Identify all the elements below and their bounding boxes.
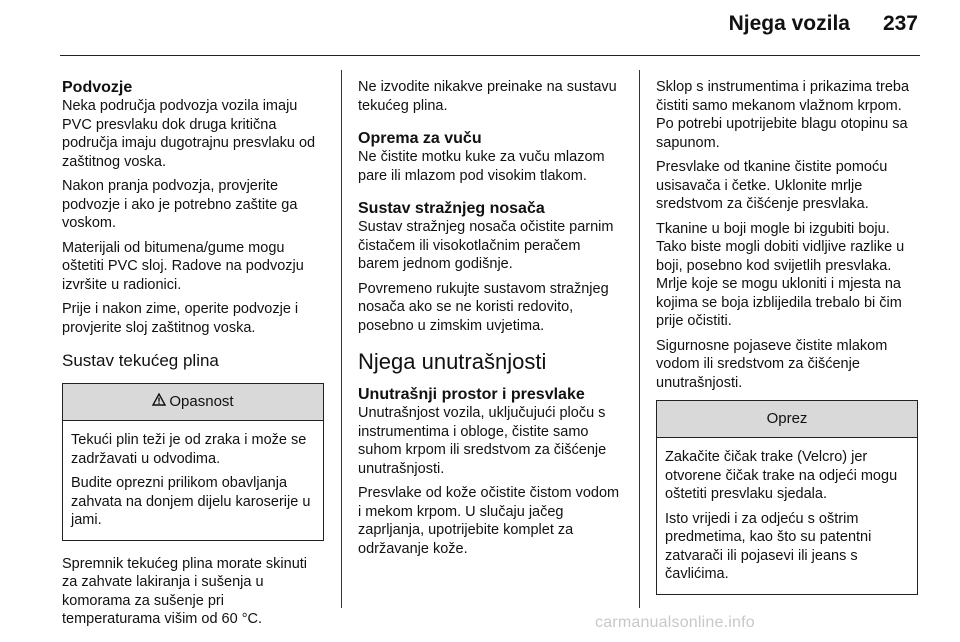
paragraph: Sklop s instrumentima i prikazima treba čistiti samo mekanom vlažnom krpom. Po potrebi upotrijebite blagu otopinu sa sapunom. — [656, 79, 910, 151]
heading-unutrasnji-prostor: Unutrašnji prostor i presvlake — [358, 386, 585, 403]
caution-box-header: Oprez — [657, 401, 917, 438]
paragraph: Presvlake od kože očistite čistom vodom i mekom krpom. U slučaju jačeg zaprljanja, upotrijebite komplet za održavanje kože. — [358, 485, 620, 557]
paragraph: Zakačite čičak trake (Velcro) jer otvorene čičak trake na odjeći mogu oštetiti presvlaku sjedala. — [665, 449, 898, 502]
paragraph: Budite oprezni prilikom obavljanja zahvata na donjem dijelu karoserije u jami. — [71, 475, 311, 528]
header-rule — [60, 55, 920, 56]
heading-podvozje: Podvozje — [62, 79, 133, 96]
danger-box-header — [63, 384, 323, 421]
paragraph: Ne izvodite nikakve preinake na sustavu tekućeg plina. — [358, 79, 617, 114]
heading-sustav-plina: Sustav tekućeg plina — [62, 351, 219, 370]
column-2 — [358, 78, 620, 564]
danger-box-body — [63, 421, 323, 540]
page-number: 237 — [882, 12, 918, 35]
heading-njega-unutrasnjosti: Njega unutrašnjosti — [358, 349, 547, 374]
danger-box — [62, 383, 324, 541]
column-1 — [62, 78, 324, 635]
paragraph: Isto vrijedi i za odjeću s oštrim predmetima, kao što su patentni zatvarači ili pojasevi ili jeans s čavlićima. — [665, 510, 872, 582]
paragraph: Spremnik tekućeg plina morate skinuti za zahvate lakiranja i sušenja u komorama za sušenje pri temperaturama višim od 60 °C. — [62, 555, 308, 627]
paragraph: Prije i nakon zime, operite podvozje i provjerite sloj zaštitnog voska. — [62, 301, 299, 336]
paragraph: Sigurnosne pojaseve čistite mlakom vodom ili sredstvom za čišćenje unutrašnjosti. — [656, 337, 888, 391]
column-divider — [639, 70, 640, 608]
watermark: carmanualsonline.info — [595, 614, 755, 631]
page-header-title: Njega vozila — [728, 12, 850, 35]
paragraph: Presvlake od tkanine čistite pomoću usisavača i četke. Uklonite mrlje sredstvom za čišćenje presvlaka. — [656, 159, 888, 212]
column-3 — [656, 78, 918, 609]
paragraph: Tkanine u boji mogle bi izgubiti boju. Tako biste mogli dobiti vidljive razlike u boji, posebno kod svijetlih presvlaka. Mrlje koje se mogu ukloniti i mjesta na kojima se boja izblijedila trebalo bi čim prije očistiti. — [656, 220, 905, 329]
paragraph: Tekući plin teži je od zraka i može se zadržavati u odvodima. — [71, 432, 307, 467]
paragraph: Povremeno rukujte sustavom stražnjeg nosača ako se ne koristi redovito, posebno u zimskim uvjetima. — [358, 280, 609, 334]
paragraph: Neka područja podvozja vozila imaju PVC presvlaku dok druga kritična područja imaju dugotrajnu presvlaku od zaštitnog voska. — [62, 98, 316, 170]
caution-box-body — [657, 438, 917, 594]
heading-oprema-vuca: Oprema za vuču — [358, 130, 482, 147]
paragraph: Materijali od bitumena/gume mogu oštetiti PVC sloj. Radove na podvozju izvršite u radionici. — [62, 239, 304, 293]
paragraph: Unutrašnjost vozila, uključujući ploču s instrumentima i obloge, čistite samo suhom krpom ili sredstvom za čišćenje unutrašnjosti. — [358, 405, 607, 477]
danger-box-title: Opasnost — [169, 393, 234, 410]
paragraph: Nakon pranja podvozja, provjerite podvozje i ako je potrebno zaštite ga voskom. — [62, 178, 298, 231]
column-divider — [341, 70, 342, 608]
heading-straznji-nosac: Sustav stražnjeg nosača — [358, 200, 545, 217]
paragraph: Ne čistite motku kuke za vuču mlazom pare ili mlazom pod visokim tlakom. — [358, 149, 605, 184]
paragraph: Sustav stražnjeg nosača očistite parnim čistačem ili visokotlačnim peračem barem jednom godišnje. — [358, 219, 614, 272]
caution-box — [656, 400, 918, 595]
warning-triangle-icon — [152, 384, 166, 420]
